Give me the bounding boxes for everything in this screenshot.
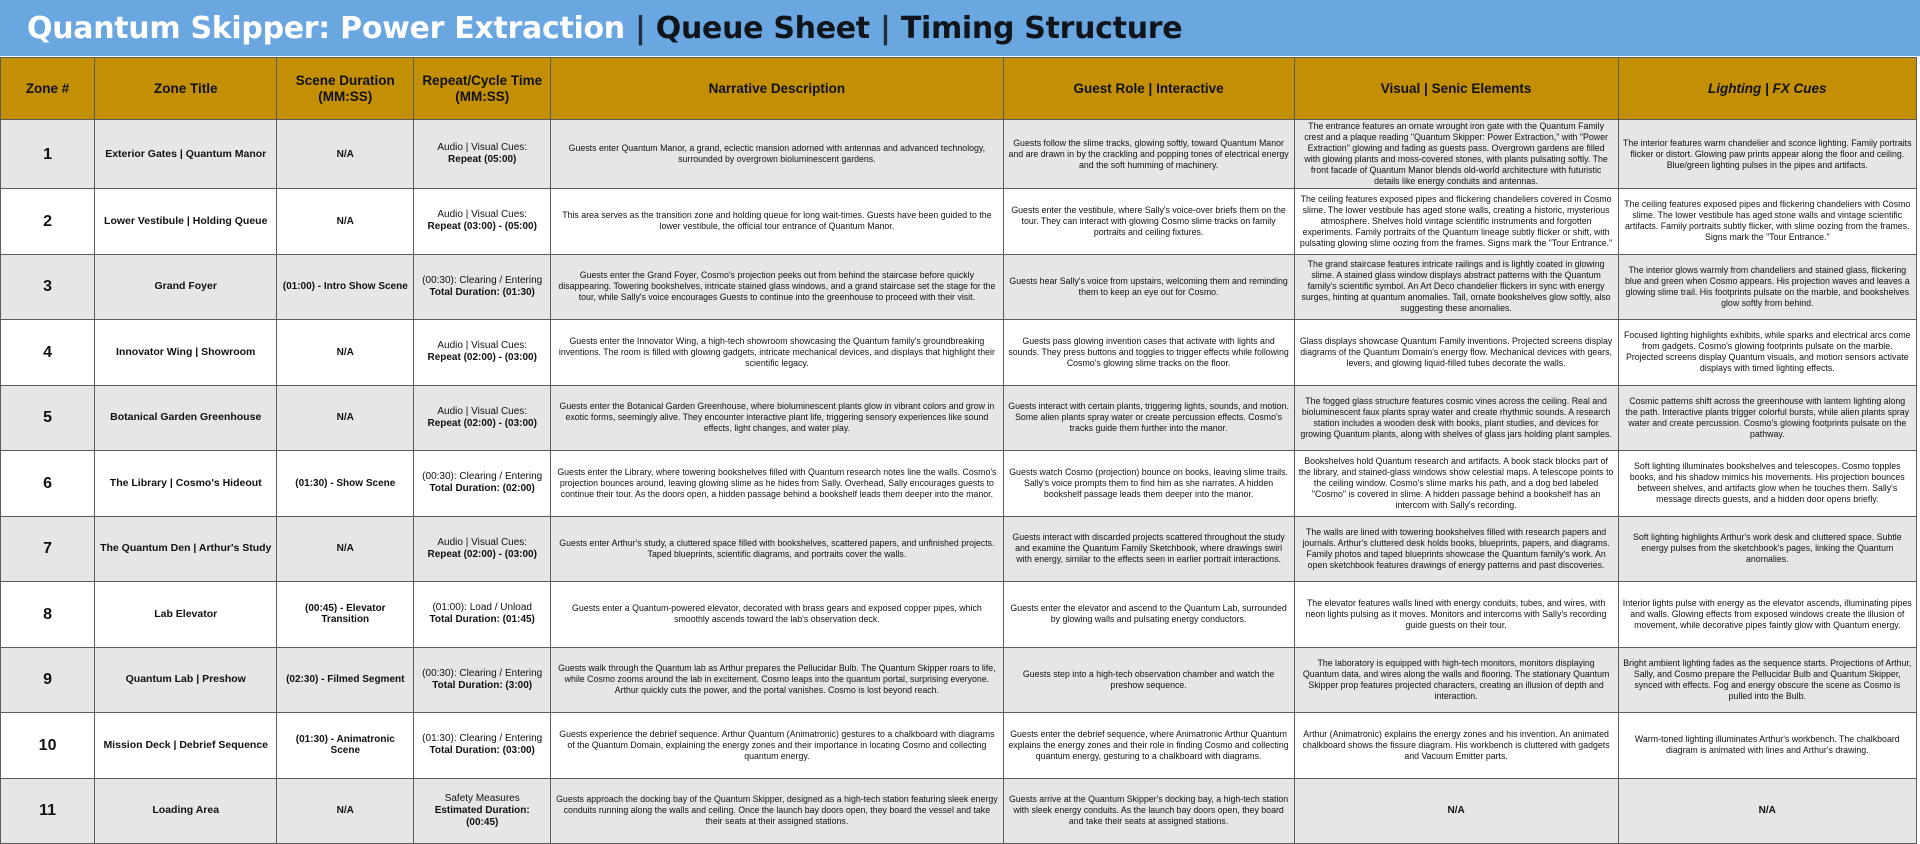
table-row: [1, 647, 1917, 713]
lighting-fx-cell: Bright ambient lighting fades as the sequence starts. Projections of Arthur, Sally, and Cosmo prepare the Pellucidar Bulb and Quantum Skipper, synced with effects. Fog and energy obscure the scene as Cosmo is pulled into the Bulb.: [1618, 647, 1916, 713]
cycle-value: Total Duration: (01:30): [429, 286, 535, 298]
cycle-time-cell: [414, 320, 551, 386]
table-row: [1, 385, 1917, 451]
lighting-fx-cell: N/A: [1618, 778, 1916, 844]
guest-role-cell: Guests hear Sally's voice from upstairs, welcoming them and reminding them to keep an eye out for Cosmo.: [1003, 254, 1294, 320]
visual-elements-cell: Bookshelves hold Quantum research and artifacts. A book stack blocks part of the library, and stained-glass windows show celestial maps. A telescope points to the ceiling window. Cosmo's slime marks his path, and a dog bed labeled "Cosmo" is covered in slime. A hidden passage behind a bookshelf has an intercom with Sally's recording.: [1294, 451, 1618, 517]
zone-number-cell: 11: [1, 778, 95, 844]
queue-sheet-table: [0, 57, 1917, 844]
header-cycle-time: Repeat/Cycle Time (MM:SS): [414, 58, 551, 120]
zone-number-cell: 4: [1, 320, 95, 386]
table-row: [1, 451, 1917, 517]
scene-duration-cell: N/A: [277, 120, 414, 189]
cycle-label: Audio | Visual Cues:: [437, 142, 528, 153]
page-title: [27, 11, 1182, 46]
guest-role-cell: Guests enter the elevator and ascend to the Quantum Lab, surrounded by glowing walls and pulsating energy conductors.: [1003, 582, 1294, 648]
zone-number-cell: 1: [1, 120, 95, 189]
cycle-time-cell: [414, 254, 551, 320]
scene-duration-cell: N/A: [277, 516, 414, 582]
lighting-fx-cell: Soft lighting illuminates bookshelves and telescopes. Cosmo topples books, and his shadow mimics his movements. His projection bounces between shelves, and artifacts glow when he touches them. Sally's message directs guests, and a hidden door opens briefly.: [1618, 451, 1916, 517]
zone-title-cell: Mission Deck | Debrief Sequence: [95, 713, 277, 779]
lighting-fx-cell: Warm-toned lighting illuminates Arthur's workbench. The chalkboard diagram is animated with lines and Arthur's drawing.: [1618, 713, 1916, 779]
cycle-value: Total Duration: (01:45): [429, 614, 535, 626]
lighting-fx-cell: Interior lights pulse with energy as the elevator ascends, illuminating pipes and walls. Glowing effects from exposed windows create the illusion of movement, while decorative pipes faintly glow with Quantum energy.: [1618, 582, 1916, 648]
cycle-label: Audio | Visual Cues:: [437, 340, 528, 352]
table-row: [1, 582, 1917, 648]
guest-role-cell: Guests step into a high-tech observation chamber and watch the preshow sequence.: [1003, 647, 1294, 713]
zone-number-cell: 6: [1, 451, 95, 517]
visual-elements-cell: Glass displays showcase Quantum Family inventions. Projected screens display diagrams of the Quantum Domain's energy flow. Mechanical devices with gears, levers, and glowing liquid-filled tubes decorate the walls.: [1294, 320, 1618, 386]
visual-elements-cell: Arthur (Animatronic) explains the energy zones and his invention. An animated chalkboard shows the fissure diagram. His workbench is cluttered with gadgets and Vacuum Emitter parts.: [1294, 713, 1618, 779]
cycle-label: (00:30): Clearing / Entering: [422, 667, 543, 679]
visual-elements-cell: The elevator features walls lined with energy conduits, tubes, and wires, with neon lights pulsing as it moves. Monitors and intercoms with Sally's recording guide guests on their tour.: [1294, 582, 1618, 648]
scene-duration-cell: N/A: [277, 778, 414, 844]
narrative-cell: Guests enter a Quantum-powered elevator, decorated with brass gears and exposed copper pipes, which smoothly ascends toward the lab's observation deck.: [551, 582, 1003, 648]
cycle-value: Estimated Duration: (00:45): [434, 804, 530, 828]
title-separator: |: [624, 10, 656, 46]
cycle-label: (00:30): Clearing / Entering: [422, 274, 543, 286]
zone-title-cell: Loading Area: [95, 778, 277, 844]
header-scene-duration: Scene Duration (MM:SS): [277, 58, 414, 120]
table-row: [1, 120, 1917, 189]
zone-number-cell: 2: [1, 189, 95, 255]
table-row: [1, 516, 1917, 582]
cycle-value: Total Duration: (03:00): [429, 745, 535, 757]
narrative-cell: Guests enter Arthur's study, a cluttered space filled with bookshelves, scattered papers, and unfinished projects. Taped blueprints, scientific diagrams, and portraits cover the walls.: [551, 516, 1003, 582]
table-row: [1, 778, 1917, 844]
narrative-cell: This area serves as the transition zone and holding queue for long wait-times. Guests have been guided to the lower vestibule, the official tour entrance of Quantum Manor.: [551, 189, 1003, 255]
narrative-cell: Guests approach the docking bay of the Quantum Skipper, designed as a high-tech station featuring sleek energy conduits running along the walls and ceiling. Once the launch bay doors open, they board the vessel and take their seats at their assigned stations.: [551, 778, 1003, 844]
visual-elements-cell: The laboratory is equipped with high-tech monitors, monitors displaying Quantum data, and wires along the walls and flooring. The stationary Quantum Skipper prop features projected characters, creating an illusion of depth and interaction.: [1294, 647, 1618, 713]
lighting-fx-cell: The interior features warm chandelier and sconce lighting. Family portraits flicker or distort. Glowing paw prints appear along the floor and ceiling. Blue/green lighting pulses in the pipes and artifacts.: [1618, 120, 1916, 189]
cycle-label: Audio | Visual Cues:: [437, 536, 528, 548]
narrative-cell: Guests enter the Innovator Wing, a high-tech showroom showcasing the Quantum family's groundbreaking inventions. The room is filled with glowing gadgets, intricate mechanical devices, and displays that highlight their scientific legacy.: [551, 320, 1003, 386]
cycle-time-cell: [414, 713, 551, 779]
zone-number-cell: 3: [1, 254, 95, 320]
lighting-fx-cell: Cosmic patterns shift across the greenhouse with lantern lighting along the path. Interactive plants trigger colorful bursts, while alien plants spray water and create percussion. Cosmo's glowing footprints pulsate on the pathway.: [1618, 385, 1916, 451]
narrative-cell: Guests experience the debrief sequence. Arthur Quantum (Animatronic) gestures to a chalkboard with diagrams of the Quantum Domain, explaining the energy zones and their importance in locating Cosmo and collecting quantum energy.: [551, 713, 1003, 779]
lighting-fx-cell: Soft lighting highlights Arthur's work desk and cluttered space. Subtle energy pulses from the sketchbook's pages, linking the Quantum anomalies.: [1618, 516, 1916, 582]
table-row: [1, 320, 1917, 386]
header-guest-role: Guest Role | Interactive: [1003, 58, 1294, 120]
cycle-value: Total Duration: (02:00): [429, 483, 535, 495]
guest-role-cell: Guests pass glowing invention cases that activate with lights and sounds. They press buttons and toggles to trigger effects while following Cosmo's glowing slime tracks on the floor.: [1003, 320, 1294, 386]
zone-title-cell: The Quantum Den | Arthur's Study: [95, 516, 277, 582]
narrative-cell: Guests enter the Botanical Garden Greenhouse, where bioluminescent plants glow in vibrant colors and grow in exotic forms, seemingly alive. They encounter interactive plant life, triggering sensory experiences like sound effects, light changes, and water play.: [551, 385, 1003, 451]
cycle-time-cell: [414, 385, 551, 451]
cycle-value: Repeat (02:00) - (03:00): [427, 548, 537, 560]
title-bar: [0, 0, 1920, 56]
cycle-time-cell: [414, 451, 551, 517]
guest-role-cell: Guests arrive at the Quantum Skipper's docking bay, a high-tech station with sleek energy conduits. As the launch bay doors open, they board and take their seats at assigned stations.: [1003, 778, 1294, 844]
visual-elements-cell: The ceiling features exposed pipes and flickering chandeliers covered in Cosmo slime. The lower vestibule has aged stone walls, creating a historic, mysterious atmosphere. Shelves hold vintage scientific instruments and forgotten experiments. Family portraits of the Quantum lineage subtly flicker or shift, with pulsating glowing slime oozing from the frames. Signs mark the "Tour Entrance.": [1294, 189, 1618, 255]
zone-title-cell: Lab Elevator: [95, 582, 277, 648]
cycle-label: (00:30): Clearing / Entering: [422, 471, 543, 483]
header-zone-title: Zone Title: [95, 58, 277, 120]
zone-number-cell: 7: [1, 516, 95, 582]
cycle-label: (01:30): Clearing / Entering: [422, 733, 543, 745]
zone-title-cell: Innovator Wing | Showroom: [95, 320, 277, 386]
zone-title-cell: Exterior Gates | Quantum Manor: [95, 120, 277, 189]
visual-elements-cell: The walls are lined with towering bookshelves filled with research papers and journals. Arthur's cluttered desk holds books, blueprints, papers, and diagrams. Family photos and taped blueprints showcase the Quantum family's work. An open sketchbook features drawings of energy patterns and past discoveries.: [1294, 516, 1618, 582]
cycle-value: Repeat (03:00) - (05:00): [427, 221, 537, 233]
lighting-fx-cell: The interior glows warmly from chandeliers and stained glass, flickering blue and green when Cosmo appears. His projection waves and leaves a glowing slime trail. His footprints pulsate on the marble, and bookshelves glow softly from behind.: [1618, 254, 1916, 320]
scene-duration-cell: N/A: [277, 385, 414, 451]
table-row: [1, 254, 1917, 320]
cycle-value: Repeat (05:00): [448, 154, 517, 165]
title-timing-structure: Timing Structure: [900, 10, 1183, 46]
narrative-cell: Guests enter Quantum Manor, a grand, eclectic mansion adorned with antennas and advanced technology, surrounded by overgrown bioluminescent gardens.: [551, 120, 1003, 189]
cycle-time-cell: [414, 778, 551, 844]
narrative-cell: Guests enter the Grand Foyer, Cosmo's projection peeks out from behind the staircase before quickly disappearing. Towering bookshelves, intricate stained glass windows, and a grand staircase set the stage for the tour, while Sally's voice encourages Guests to continue into the greenhouse to proceed with their visit.: [551, 254, 1003, 320]
cycle-time-cell: [414, 120, 551, 189]
zone-number-cell: 8: [1, 582, 95, 648]
narrative-cell: Guests enter the Library, where towering bookshelves filled with Quantum research notes line the walls. Cosmo's projection bounces around, leaving glowing slime as he hides from Sally. Overhead, Sally encourages guests to continue their tour. As the doors open, a hidden passage behind a bookshelf leads them deeper into the manor.: [551, 451, 1003, 517]
visual-elements-cell: N/A: [1294, 778, 1618, 844]
guest-role-cell: Guests enter the vestibule, where Sally's voice-over briefs them on the tour. They can interact with glowing Cosmo slime tracks on family portraits and ceiling fixtures.: [1003, 189, 1294, 255]
guest-role-cell: Guests interact with certain plants, triggering lights, sounds, and motion. Some alien plants spray water or create percussion effects. Cosmo's tracks guide them further into the manor.: [1003, 385, 1294, 451]
guest-role-cell: Guests interact with discarded projects scattered throughout the study and examine the Quantum Family Sketchbook, where drawings swirl with energy, similar to the effects seen in earlier portrait interactions.: [1003, 516, 1294, 582]
scene-duration-cell: (01:30) - Animatronic Scene: [277, 713, 414, 779]
cycle-time-cell: [414, 582, 551, 648]
scene-duration-cell: (01:00) - Intro Show Scene: [277, 254, 414, 320]
zone-number-cell: 10: [1, 713, 95, 779]
zone-number-cell: 5: [1, 385, 95, 451]
zone-number-cell: 9: [1, 647, 95, 713]
cycle-label: (01:00): Load / Unload: [432, 602, 532, 614]
scene-duration-cell: N/A: [277, 320, 414, 386]
cycle-label: Safety Measures: [444, 792, 520, 804]
table-row: [1, 713, 1917, 779]
cycle-time-cell: [414, 647, 551, 713]
cycle-label: Audio | Visual Cues:: [437, 209, 528, 221]
header-row: [1, 58, 1917, 120]
zone-title-cell: The Library | Cosmo's Hideout: [95, 451, 277, 517]
zone-title-cell: Quantum Lab | Preshow: [95, 647, 277, 713]
zone-title-cell: Grand Foyer: [95, 254, 277, 320]
visual-elements-cell: The entrance features an ornate wrought iron gate with the Quantum Family crest and a plaque reading "Quantum Skipper: Power Extraction," with "Power Extraction" glowing and fading as guests pass. Overgrown gardens are filled with glowing plants and moss-covered stones, with plants pulsating softly. The front facade of Quantum Manor blends old-world architecture with futuristic details like energy conduits and antennas.: [1294, 120, 1618, 189]
narrative-cell: Guests walk through the Quantum lab as Arthur prepares the Pellucidar Bulb. The Quantum Skipper roars to life, while Cosmo zooms around the lab in excitement. Cosmo leaps into the quantum portal, surprising everyone. Arthur quickly cuts the power, and the portal vanishes. Cosmo is lost beyond reach.: [551, 647, 1003, 713]
visual-elements-cell: The fogged glass structure features cosmic vines across the ceiling. Real and bioluminescent faux plants spray water and create rhythmic sounds. A research station includes a wooden desk with books, plant studies, and devices for growing Quantum plants, along with shelves of glass jars holding plant samples.: [1294, 385, 1618, 451]
table-row: [1, 189, 1917, 255]
scene-duration-cell: (00:45) - Elevator Transition: [277, 582, 414, 648]
cycle-label: Audio | Visual Cues:: [437, 405, 528, 417]
header-lighting-fx: Lighting | FX Cues: [1618, 58, 1916, 120]
lighting-fx-cell: Focused lighting highlights exhibits, while sparks and electrical arcs come from gadgets. Cosmo's glowing footprints pulsate on the marble. Projected screens display Quantum visuals, and motion sensors activate displays with timed lighting effects.: [1618, 320, 1916, 386]
cycle-value: Repeat (02:00) - (03:00): [427, 352, 537, 364]
header-narrative: Narrative Description: [551, 58, 1003, 120]
title-separator: |: [869, 10, 901, 46]
cycle-time-cell: [414, 516, 551, 582]
header-visual-elements: Visual | Senic Elements: [1294, 58, 1618, 120]
cycle-time-cell: [414, 189, 551, 255]
cycle-value: Total Duration: (3:00): [432, 679, 533, 691]
lighting-fx-cell: The ceiling features exposed pipes and flickering chandeliers with Cosmo slime. The lower vestibule has aged stone walls and vintage scientific artifacts. Family portraits subtly flicker, with slime oozing from the frames. Signs mark the "Tour Entrance.": [1618, 189, 1916, 255]
guest-role-cell: Guests follow the slime tracks, glowing softly, toward Quantum Manor and are drawn in by the crackling and popping tones of electrical energy and the soft humming of machinery.: [1003, 120, 1294, 189]
header-zone-number: Zone #: [1, 58, 95, 120]
guest-role-cell: Guests enter the debrief sequence, where Animatronic Arthur Quantum explains the energy zones and their role in finding Cosmo and collecting quantum energy, gesturing to a chalkboard with diagrams.: [1003, 713, 1294, 779]
title-queue-sheet: Queue Sheet: [655, 10, 870, 46]
scene-duration-cell: (02:30) - Filmed Segment: [277, 647, 414, 713]
cycle-value: Repeat (02:00) - (03:00): [427, 417, 537, 429]
zone-title-cell: Botanical Garden Greenhouse: [95, 385, 277, 451]
scene-duration-cell: (01:30) - Show Scene: [277, 451, 414, 517]
guest-role-cell: Guests watch Cosmo (projection) bounce on books, leaving slime trails. Sally's voice prompts them to find him as she narrates. A hidden bookshelf passage leads them deeper into the manor.: [1003, 451, 1294, 517]
title-main: Quantum Skipper: Power Extraction: [27, 10, 625, 46]
visual-elements-cell: The grand staircase features intricate railings and is lightly coated in glowing slime. A stained glass window displays abstract patterns with the Quantum family's scientific symbol. An Art Deco chandelier flickers in sync with energy surges, hinting at quantum anomalies. Tall, ornate bookshelves glow softly, also suggesting these anomalies.: [1294, 254, 1618, 320]
zone-title-cell: Lower Vestibule | Holding Queue: [95, 189, 277, 255]
scene-duration-cell: N/A: [277, 189, 414, 255]
